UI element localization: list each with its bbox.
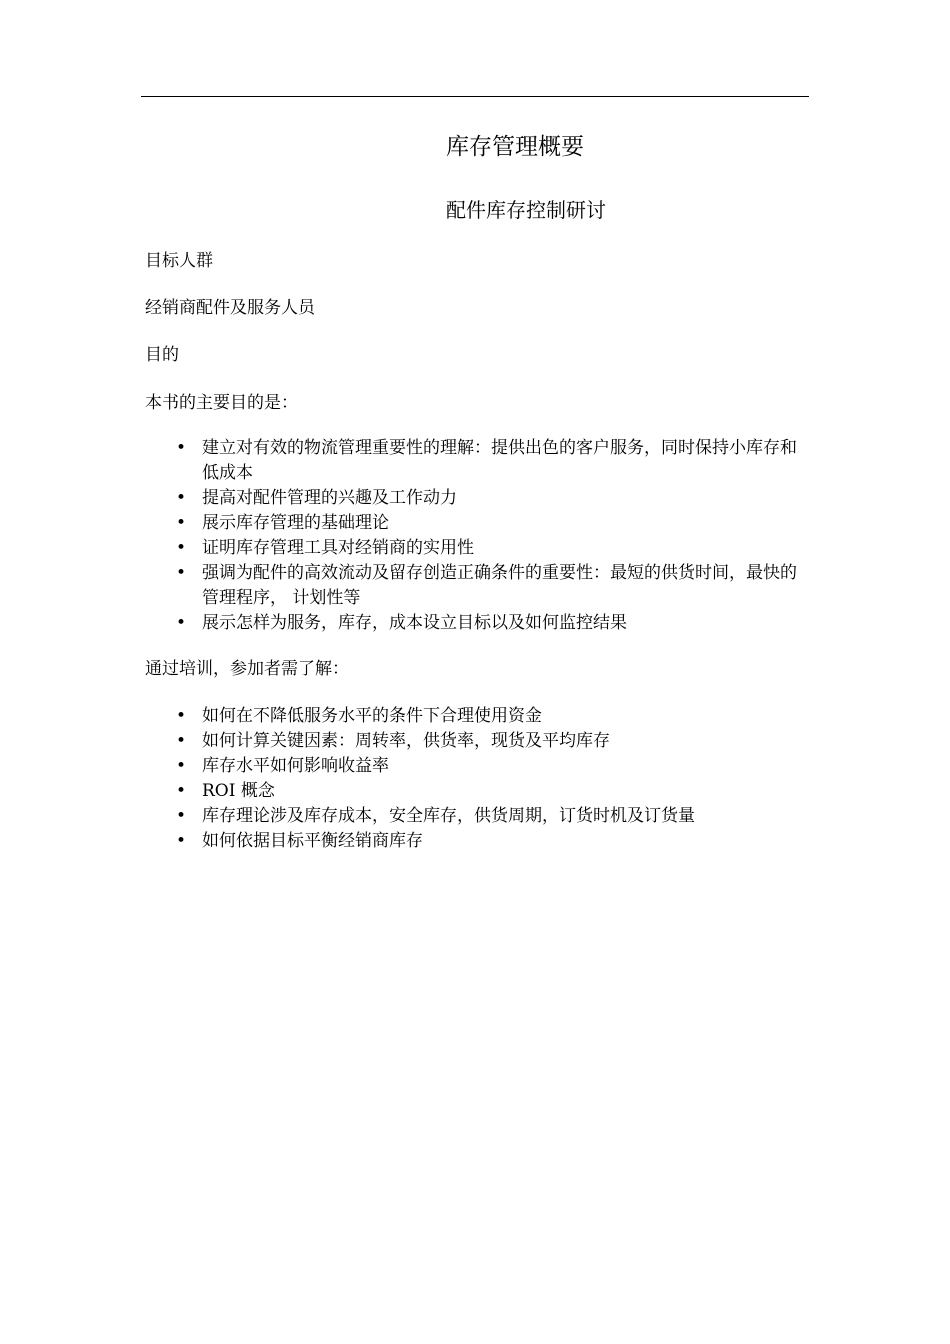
- bullet-icon: •: [175, 563, 187, 583]
- header-rule: [141, 96, 809, 97]
- bullet-icon: •: [175, 513, 187, 533]
- list-item-text: 如何计算关键因素：周转率，供货率，现货及平均库存: [202, 731, 610, 751]
- list-item-text: ROI 概念: [202, 781, 275, 801]
- list-item: [145, 611, 812, 636]
- bullet-icon: •: [175, 831, 187, 851]
- list-item: [145, 779, 812, 804]
- list-item-text: 提高对配件管理的兴趣及工作动力: [202, 488, 457, 508]
- training-list: [145, 704, 812, 854]
- list-item-text: 如何在不降低服务水平的条件下合理使用资金: [202, 706, 542, 726]
- list-item: [145, 804, 812, 829]
- list-item-text: 库存水平如何影响收益率: [202, 756, 389, 776]
- list-item: [145, 704, 812, 729]
- list-item: [145, 436, 812, 486]
- list-item: [145, 561, 812, 611]
- list-item-text: 如何依据目标平衡经销商库存: [202, 831, 423, 851]
- bullet-icon: •: [175, 781, 187, 801]
- document-title: 库存管理概要: [446, 134, 584, 160]
- bullet-icon: •: [175, 756, 187, 776]
- list-item-text: 建立对有效的物流管理重要性的理解：提供出色的客户服务，同时保持小库存和低成本: [202, 438, 797, 483]
- list-item-text: 展示怎样为服务，库存，成本设立目标以及如何监控结果: [202, 613, 627, 633]
- bullet-icon: •: [175, 806, 187, 826]
- purpose-list: [145, 436, 812, 636]
- list-item: [145, 829, 812, 854]
- list-item-text: 证明库存管理工具对经销商的实用性: [202, 538, 474, 558]
- bullet-icon: •: [175, 613, 187, 633]
- list-item-text: 库存理论涉及库存成本，安全库存，供货周期，订货时机及订货量: [202, 806, 695, 826]
- list-item: [145, 511, 812, 536]
- list-item: [145, 754, 812, 779]
- bullet-icon: •: [175, 538, 187, 558]
- bullet-icon: •: [175, 731, 187, 751]
- list-item: [145, 486, 812, 511]
- list-item: [145, 729, 812, 754]
- audience-heading: 目标人群: [145, 251, 213, 271]
- training-intro: 通过培训，参加者需了解：: [145, 659, 349, 679]
- bullet-icon: •: [175, 488, 187, 508]
- list-item-text: 强调为配件的高效流动及留存创造正确条件的重要性：最短的供货时间，最快的管理程序， 计划性等: [202, 563, 797, 608]
- purpose-intro: 本书的主要目的是：: [145, 393, 298, 413]
- document-subtitle: 配件库存控制研讨: [446, 198, 606, 222]
- purpose-heading: 目的: [145, 345, 179, 365]
- list-item: [145, 536, 812, 561]
- bullet-icon: •: [175, 438, 187, 458]
- audience-text: 经销商配件及服务人员: [145, 298, 315, 318]
- bullet-icon: •: [175, 706, 187, 726]
- list-item-text: 展示库存管理的基础理论: [202, 513, 389, 533]
